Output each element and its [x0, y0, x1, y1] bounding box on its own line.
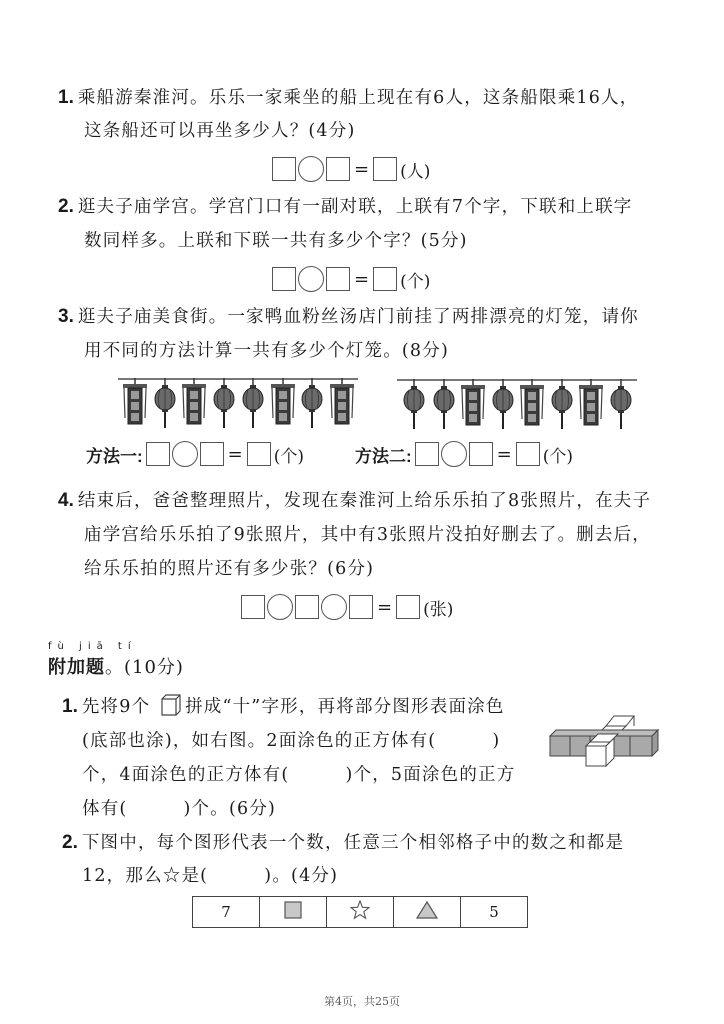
cross-cube-figure [548, 714, 664, 770]
question-text: 拼成“十”字形，再将部分图形表面涂色 [185, 697, 505, 717]
round-lantern-icon [431, 379, 457, 439]
palace-lantern-icon [578, 379, 604, 439]
unit-label: (个) [542, 446, 574, 467]
question-text: 逛夫子庙学宫。学宫门口有一副对联，上联有7个字，下联和上联字 [77, 197, 633, 217]
question-number: 1. [62, 696, 78, 717]
result-box[interactable] [373, 157, 397, 181]
sequence-cell [394, 897, 461, 928]
operator-circle[interactable] [298, 266, 324, 292]
bonus-title: 附加题 [48, 657, 105, 677]
unit-label: (张) [423, 599, 454, 620]
sequence-cell [327, 897, 394, 928]
answer-box[interactable] [295, 595, 319, 619]
answer-box[interactable] [326, 157, 350, 181]
bonus-1-line-2: (底部也涂)，如右图。2面涂色的正方体有( ) [82, 731, 501, 751]
bonus-pinyin: fù jiā tí [48, 641, 137, 652]
palace-lantern-icon [122, 378, 148, 438]
result-box[interactable] [373, 267, 397, 291]
question-text: 先将9个 [81, 697, 151, 717]
round-lantern-icon [401, 379, 427, 439]
question-number: 2. [58, 196, 74, 217]
answer-box[interactable] [469, 442, 493, 466]
round-lantern-icon [211, 378, 237, 438]
round-lantern-icon [299, 378, 325, 438]
palace-lantern-icon [270, 378, 296, 438]
question-text: 12，那么 [82, 866, 163, 886]
equals-sign: = [354, 158, 370, 180]
equals-sign: = [227, 443, 243, 465]
answer-box[interactable] [415, 442, 439, 466]
round-lantern-icon [152, 378, 178, 438]
answer-box[interactable] [272, 157, 296, 181]
sequence-cell [193, 897, 260, 928]
operator-circle[interactable] [441, 441, 467, 467]
lantern-row-1 [118, 375, 358, 433]
cell-value: 7 [221, 903, 231, 921]
star-icon: ☆ [162, 866, 182, 886]
answer-box[interactable] [326, 267, 350, 291]
question-1-line-2: 这条船还可以再坐多少人？(4分) [84, 121, 356, 141]
answer-box[interactable] [349, 595, 373, 619]
method-label: 方法一: [86, 446, 143, 466]
method-label: 方法二: [355, 446, 412, 466]
equals-sign: = [377, 596, 393, 618]
palace-lantern-icon [329, 378, 355, 438]
palace-lantern-icon [519, 379, 545, 439]
question-1-line-1 [58, 86, 638, 110]
answer-box[interactable] [241, 595, 265, 619]
unit-label: (个) [400, 271, 431, 292]
bonus-1-line-3: 个，4面涂色的正方体有( )个，5面涂色的正方 [82, 765, 516, 785]
result-box[interactable] [396, 595, 420, 619]
sequence-cell [260, 897, 327, 928]
question-text: 下图中，每个图形代表一个数，任意三个相邻格子中的数之和都是 [81, 833, 625, 853]
question-text: 乘船游秦淮河。乐乐一家乘坐的船上现在有6人，这条船限乘16人， [77, 88, 639, 108]
bonus-2-line-2 [82, 864, 338, 888]
equals-sign: = [354, 268, 370, 290]
sequence-cell [461, 897, 528, 928]
question-2-line-2: 数同样多。上联和下联一共有多少个字？(5分) [84, 231, 468, 251]
palace-lantern-icon [460, 379, 486, 439]
round-lantern-icon [608, 379, 634, 439]
operator-circle[interactable] [298, 156, 324, 182]
unit-label: (个) [273, 446, 305, 467]
operator-circle[interactable] [321, 594, 347, 620]
question-text: 是( )。(4分) [181, 866, 339, 886]
result-box[interactable] [516, 442, 540, 466]
operator-circle[interactable] [172, 441, 198, 467]
question-number: 3. [58, 306, 74, 327]
question-number: 4. [58, 490, 74, 511]
question-2-line-1 [58, 195, 633, 219]
bonus-score: 。(10分) [105, 657, 184, 678]
unit-label: (人) [400, 161, 431, 182]
answer-equation-q2 [271, 265, 430, 293]
question-4-line-2: 庙学宫给乐乐拍了9张照片，其中有3张照片没拍好删去了。删去后， [84, 525, 651, 545]
result-box[interactable] [247, 442, 271, 466]
question-text: 逛夫子庙美食街。一家鸭血粉丝汤店门前挂了两排漂亮的灯笼，请你 [77, 307, 639, 327]
equals-sign: = [496, 443, 512, 465]
round-lantern-icon [549, 379, 575, 439]
lantern-row-2 [397, 376, 637, 434]
star-icon [350, 900, 370, 920]
answer-equation-q1 [271, 155, 430, 183]
answer-box[interactable] [200, 442, 224, 466]
question-3-line-1 [58, 305, 639, 329]
bonus-heading [48, 653, 184, 679]
answer-box[interactable] [272, 267, 296, 291]
round-lantern-icon [240, 378, 266, 438]
method-2-equation [355, 440, 573, 468]
palace-lantern-icon [181, 378, 207, 438]
question-text: 结束后，爸爸整理照片，发现在秦淮河上给乐乐拍了8张照片，在夫子 [77, 491, 652, 511]
method-1-equation [86, 440, 304, 468]
square-icon [284, 901, 302, 919]
answer-box[interactable] [146, 442, 170, 466]
page-footer: 第4页，共25页 [324, 995, 400, 1008]
cube-icon [160, 693, 182, 717]
operator-circle[interactable] [267, 594, 293, 620]
bonus-2-line-1 [62, 831, 624, 855]
question-3-line-2: 用不同的方法计算一共有多少个灯笼。(8分) [84, 341, 449, 361]
number-sequence-table [192, 896, 528, 928]
round-lantern-icon [490, 379, 516, 439]
cell-value: 5 [489, 903, 499, 921]
triangle-icon [416, 901, 438, 919]
question-4-line-1 [58, 489, 651, 513]
question-number: 2. [62, 832, 78, 853]
answer-equation-q4 [240, 593, 453, 621]
bonus-1-line-1 [62, 693, 505, 719]
question-4-line-3: 给乐乐拍的照片还有多少张？(6分) [84, 559, 375, 579]
bonus-1-line-4: 体有( )个。(6分) [82, 799, 277, 819]
question-number: 1. [58, 87, 74, 108]
